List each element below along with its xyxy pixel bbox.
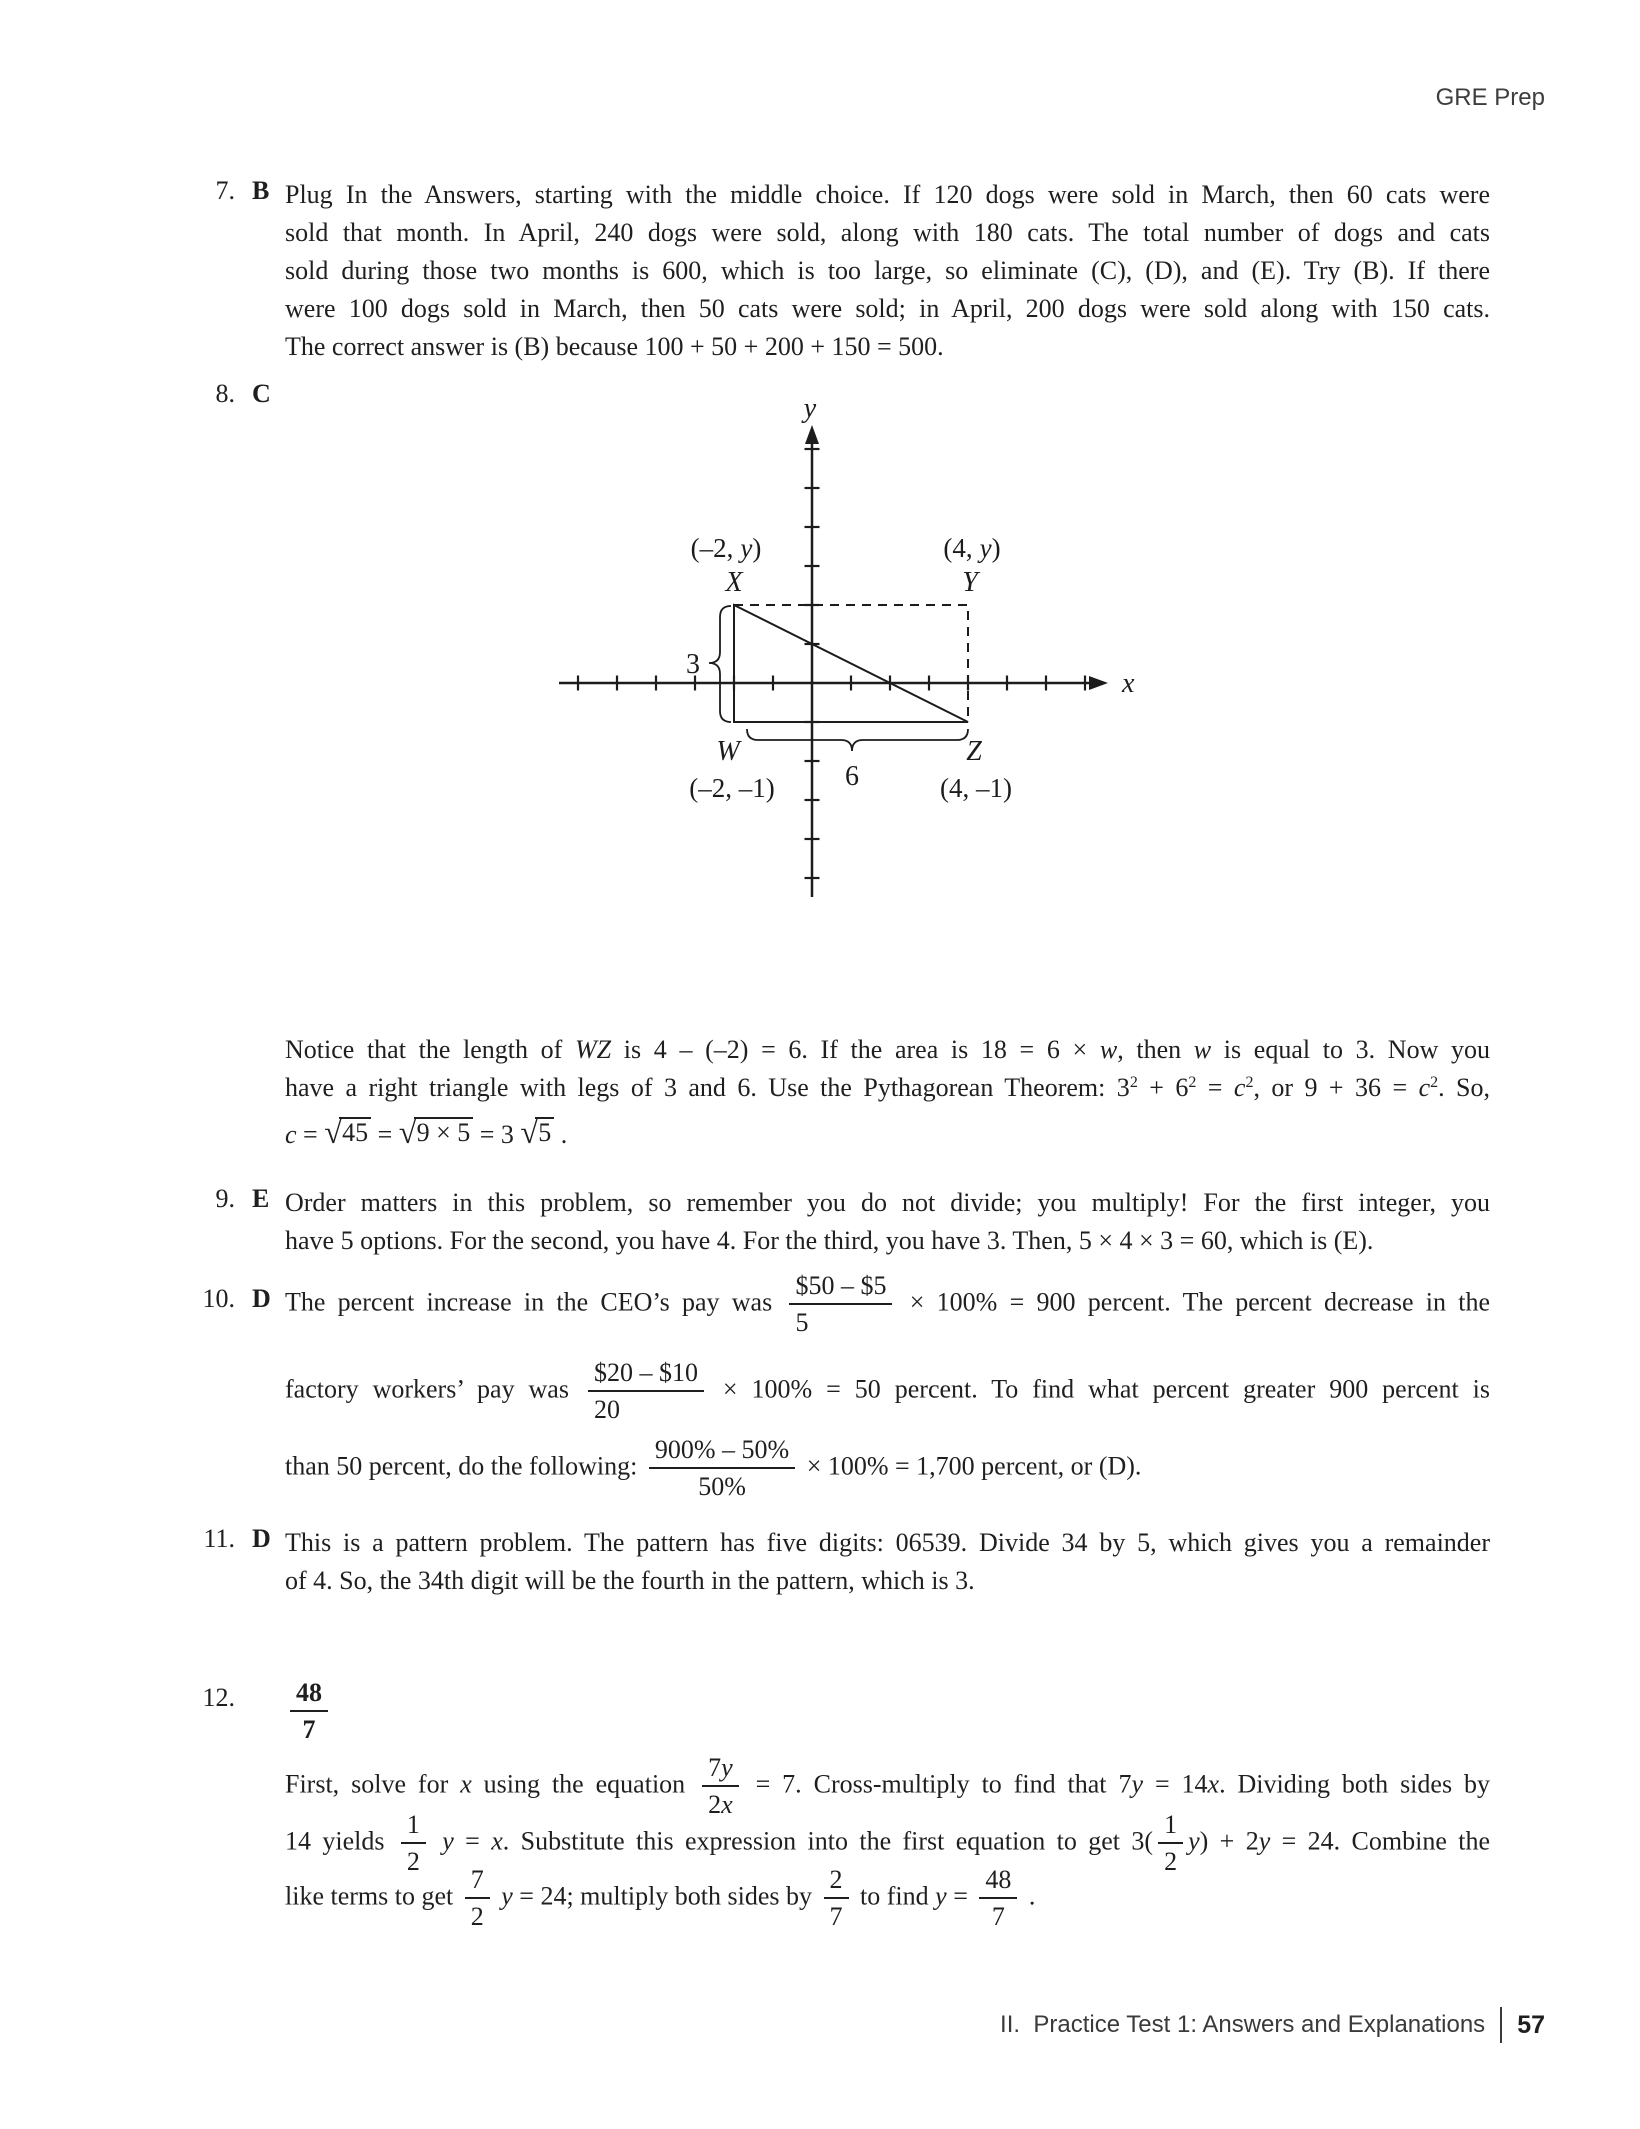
text-line: have 5 options. For the second, you have 4. For the third, you have 3. Then, 5 × 4 × 3 = 60, which is (E). xyxy=(285,1226,1374,1255)
answer-item-11 xyxy=(150,1524,1495,1600)
item-8-explanation xyxy=(285,1031,1490,1159)
item-number: 9. xyxy=(215,1184,235,1213)
item-number: 8. xyxy=(215,379,235,408)
text-line: c = √45 = √9 × 5 = 3 √5 . xyxy=(285,1115,568,1151)
page-number: 57 xyxy=(1517,2010,1545,2039)
point-coord-X: (–2, y) xyxy=(690,533,762,563)
text-line: This is a pattern problem. The pattern has five digits: 06539. Divide 34 by 5, which gives you a remainder xyxy=(285,1528,1490,1557)
text-line: sold that month. In April, 240 dogs were sold, along with 180 cats. The total number of dogs and cats xyxy=(285,218,1490,247)
math-line: factory workers’ pay was $\frac{\$20 - \$10}{20}$ × 100% = 50 percent. To find what percent greater 900 percent is xyxy=(285,1358,1490,1424)
answer-fraction xyxy=(285,1678,333,1745)
answer-fraction-denominator: 7 xyxy=(302,1715,316,1744)
x-axis-label: x xyxy=(1122,668,1135,699)
item-number: 7. xyxy=(215,176,235,205)
math-line: The percent increase in the CEO’s pay was $\frac{\$50 - \$5}{5}$ × 100% = 900 percent. The percent decrease in the xyxy=(285,1271,1491,1337)
text-line: were 100 dogs sold in March, then 50 cats were sold; in April, 200 dogs were sold along with 150 cats. xyxy=(285,294,1490,323)
explanation-text xyxy=(285,176,1490,366)
answer-fraction-numerator: 48 xyxy=(290,1678,328,1712)
brace-label-6: 6 xyxy=(845,761,859,792)
y-axis-label: y xyxy=(803,393,817,424)
text-line: Notice that the length of WZ is 4 – (–2) = 6. If the area is 18 = 6 × w, then w is equal to 3. Now you xyxy=(285,1035,1491,1064)
text-line: of 4. So, the 34th digit will be the fourth in the pattern, which is 3. xyxy=(285,1566,975,1595)
answer-letter: D xyxy=(252,1284,271,1313)
point-label-W: W xyxy=(716,736,740,767)
point-label-X: X xyxy=(725,567,743,598)
explanation-text xyxy=(285,1524,1490,1600)
footer-divider xyxy=(1500,2007,1502,2043)
answer-letter: B xyxy=(252,176,270,205)
text-line: Order matters in this problem, so remember you do not divide; you multiply! For the first integer, you xyxy=(285,1188,1490,1217)
math-line: like terms to get $\frac{7}{2}$ y = 24; multiply both sides by $\frac{2}{7}$ to find y = $\frac{48}{7}$ . xyxy=(285,1865,1036,1931)
answer-item-9 xyxy=(150,1184,1495,1260)
footer-section-title: II. Practice Test 1: Answers and Explanations xyxy=(1000,2011,1486,2038)
text-line: have a right triangle with legs of 3 and 6. Use the Pythagorean Theorem: $3^2 + 6^2 = c^2$, or $9 + 36 = c^2$. So, xyxy=(285,1073,1491,1102)
text-line: sold during those two months is 600, which is too large, so eliminate (C), (D), and (E). Try (B). If there xyxy=(285,256,1490,285)
brace-width-6 xyxy=(747,729,968,751)
point-label-Y: Y xyxy=(962,567,978,598)
answer-letter: E xyxy=(252,1184,270,1213)
item-number: 10. xyxy=(202,1284,235,1313)
point-label-Z: Z xyxy=(966,736,982,767)
point-coord-Y: (4, y) xyxy=(943,533,1001,563)
triangle-xwz xyxy=(734,605,968,722)
math-line: First, solve for x using the equation $\frac{7y}{2x}$ = 7. Cross-multiply to find that 7y = 14x. Dividing both sides by xyxy=(285,1753,1490,1819)
x-axis-arrow xyxy=(1089,676,1108,690)
answer-item-7 xyxy=(150,176,1495,366)
math-line: than 50 percent, do the following: $\frac{900\% - 50\%}{50\%}$ × 100% = 1,700 percent, or (D). xyxy=(285,1435,1142,1501)
item-number: 12. xyxy=(202,1683,235,1712)
explanation-text xyxy=(285,1184,1490,1260)
answer-letter: C xyxy=(252,379,271,408)
point-coord-Z: (4, –1) xyxy=(940,773,1012,803)
answer-letter: D xyxy=(252,1524,271,1553)
point-coord-W: (–2, –1) xyxy=(689,773,775,803)
item-number: 11. xyxy=(203,1524,235,1553)
figure-coordinate-plane xyxy=(540,385,1200,965)
math-line: 14 yields $\frac{1}{2}$ y = x. Substitute this expression into the first equation to get 3( $\frac{1}{2}$ y) + 2y = 24. Combine the xyxy=(285,1810,1491,1876)
page-footer xyxy=(0,2007,1545,2043)
text-line: The correct answer is (B) because 100 + 50 + 200 + 150 = 500. xyxy=(285,332,944,361)
text-line: Plug In the Answers, starting with the middle choice. If 120 dogs were sold in March, then 60 cats were xyxy=(285,180,1490,209)
page-header: GRE Prep xyxy=(1435,84,1545,111)
brace-height-3 xyxy=(709,606,731,722)
brace-label-3: 3 xyxy=(686,649,700,680)
y-axis-arrow xyxy=(805,425,819,444)
